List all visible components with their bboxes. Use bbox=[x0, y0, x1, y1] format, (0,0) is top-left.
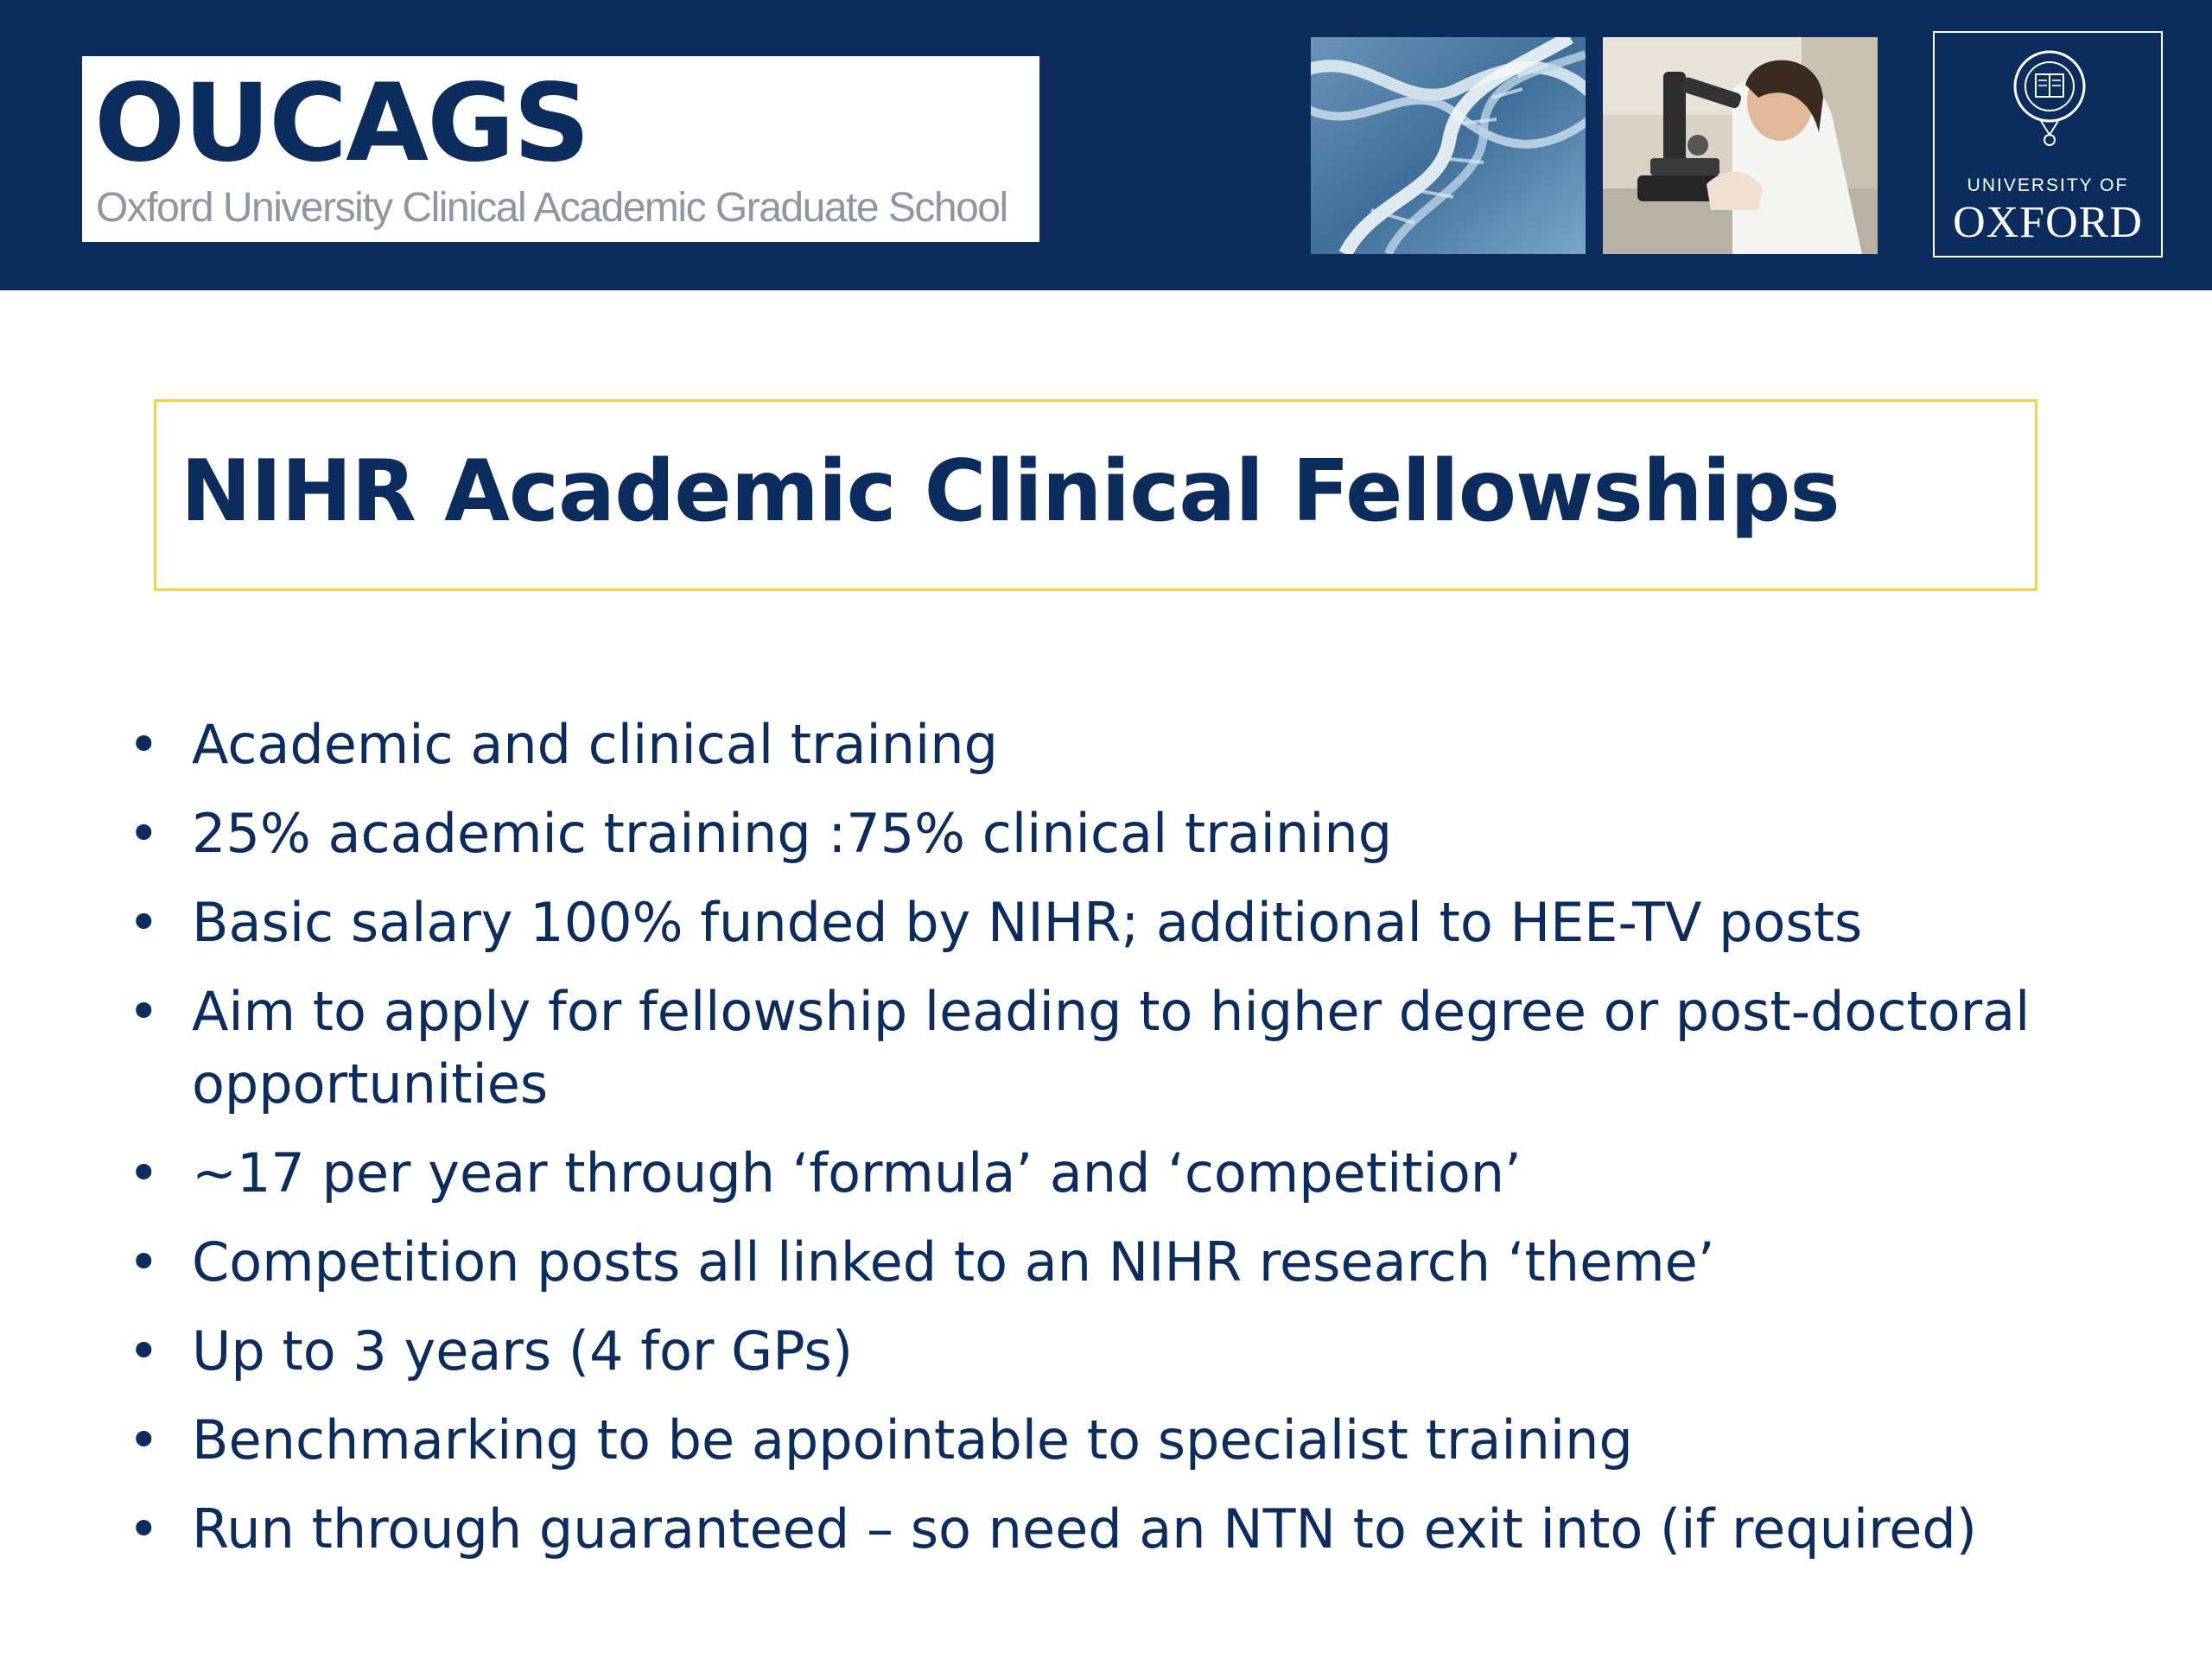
bullet-glyph: • bbox=[128, 1230, 160, 1294]
university-of-oxford-logo bbox=[1933, 31, 2163, 257]
oucags-logo bbox=[82, 56, 1039, 242]
bullet-item bbox=[121, 1137, 2108, 1210]
bullet-item bbox=[121, 887, 2108, 959]
bullet-item bbox=[121, 1315, 2108, 1388]
bullet-glyph: • bbox=[128, 980, 160, 1043]
bullet-glyph: • bbox=[128, 1141, 160, 1205]
oxford-crest-icon bbox=[2012, 48, 2088, 169]
bullet-text: ~17 per year through ‘formula’ and ‘competition’ bbox=[192, 1141, 1522, 1205]
bullet-item bbox=[121, 798, 2108, 870]
bullet-text: Benchmarking to be appointable to specialist training bbox=[192, 1408, 1633, 1471]
bullet-glyph: • bbox=[128, 802, 160, 865]
bullet-text: Competition posts all linked to an NIHR research ‘theme’ bbox=[192, 1230, 1715, 1294]
logo-subtitle: Oxford University Clinical Academic Graduate School bbox=[96, 185, 1007, 231]
bullet-text: Run through guaranteed – so need an NTN to exit into (if required) bbox=[192, 1497, 1977, 1560]
bullet-glyph: • bbox=[128, 1319, 160, 1382]
slide-title: NIHR Academic Clinical Fellowships bbox=[181, 442, 1840, 541]
slide-header bbox=[0, 0, 2212, 290]
bullet-text: Basic salary 100% funded by NIHR; additional to HEE-TV posts bbox=[192, 891, 1863, 954]
bullet-text: Aim to apply for fellowship leading to higher degree or post-doctoral opportunities bbox=[192, 980, 2031, 1116]
bullet-item bbox=[121, 1226, 2108, 1299]
dna-image bbox=[1311, 37, 1586, 254]
bullet-glyph: • bbox=[128, 891, 160, 954]
bullet-text: Up to 3 years (4 for GPs) bbox=[192, 1319, 854, 1382]
bullet-item bbox=[121, 976, 2108, 1121]
university-of-label: UNIVERSITY OF bbox=[1967, 175, 2129, 195]
bullet-glyph: • bbox=[128, 1408, 160, 1471]
bullet-text: Academic and clinical training bbox=[192, 713, 998, 776]
bullet-item bbox=[121, 1493, 2108, 1566]
slide-title-box bbox=[154, 399, 2037, 591]
logo-title: OUCAGS bbox=[94, 61, 589, 186]
bullet-glyph: • bbox=[128, 713, 160, 776]
bullet-list bbox=[121, 709, 2108, 1582]
microscope-scientist-image bbox=[1603, 37, 1878, 254]
bullet-glyph: • bbox=[128, 1497, 160, 1560]
bullet-item bbox=[121, 1404, 2108, 1477]
bullet-item bbox=[121, 709, 2108, 781]
bullet-text: 25% academic training :75% clinical training bbox=[192, 802, 1393, 865]
oxford-label: OXFORD bbox=[1953, 198, 2143, 247]
